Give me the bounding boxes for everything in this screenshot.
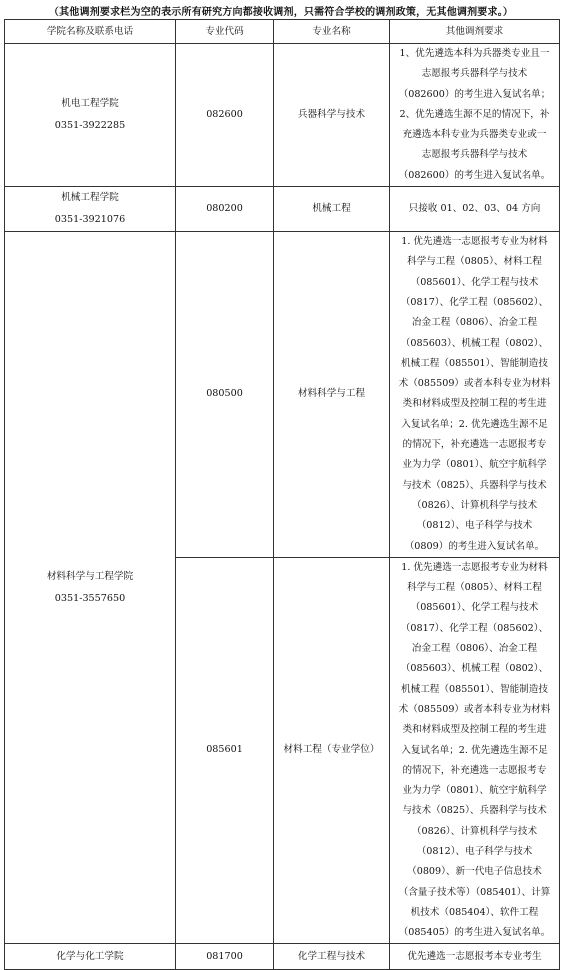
- remark-cell: 1. 优先遴选一志愿报考专业为材料科学与工程（0805）、材料工程（085601）、化学工程与技术（0817）、化学工程（085602）、冶金工程（0806）、冶金工程（085603）、机械工程（0802）、机械工程（085501）、智能制造技术（085509）或者本科专业为材料类和材料成型及控制工程的考生进入复试名单；2. 优先遴选生源不足的情况下，补充遴选一志愿报考专业为力学（0801）、航空宇航科学与技术（0825）、兵器科学与技术（0826）、计算机科学与技术（0812）、电子科学与技术（0809）的考生进入复试名单。: [390, 232, 560, 558]
- major-name: 材料工程（专业学位）: [274, 557, 390, 944]
- remark-cell: 优先遴选一志愿报考本专业考生: [390, 944, 560, 970]
- school-name: 化学与化工学院: [5, 944, 176, 970]
- table-row: [5, 944, 560, 970]
- table-header-row: [5, 20, 560, 44]
- school-name: 机电工程学院: [61, 98, 119, 110]
- remark-cell: 1. 优先遴选一志愿报考专业为材料科学与工程（0805）、材料工程（085601）、化学工程与技术（0817）、化学工程（085602）、冶金工程（0806）、冶金工程（085603）、机械工程（0802）、机械工程（085501）、智能制造技术（085509）或者本科专业为材料类和材料成型及控制工程的考生进入复试名单；2. 优先遴选生源不足的情况下，补充遴选一志愿报考专业为力学（0801）、航空宇航科学与技术（0825）、兵器科学与技术（0826）、计算机科学与技术（0812）、电子科学与技术（0809）、新一代电子信息技术（含量子技术等）（085401）、计算机技术（085404）、软件工程（085405）的考生进入复试名单。: [390, 557, 560, 944]
- header-major: 专业名称: [274, 20, 390, 44]
- major-code: 080500: [176, 232, 274, 558]
- major-name: 机械工程: [274, 187, 390, 232]
- major-name: 兵器科学与技术: [274, 44, 390, 187]
- school-phone: 0351-3921076: [54, 214, 126, 226]
- school-phone: 0351-3922285: [54, 120, 126, 132]
- header-code: 专业代码: [176, 20, 274, 44]
- school-name: 机械工程学院: [61, 192, 119, 204]
- school-phone: 0351-3557650: [54, 592, 126, 604]
- table-row: [5, 232, 560, 558]
- remark-cell: 只接收 01、02、03、04 方向: [390, 187, 560, 232]
- table-note: （其他调剂要求栏为空的表示所有研究方向都接收调剂，只需符合学校的调剂政策，无其他调剂要求。）: [48, 7, 514, 18]
- major-code: 080200: [176, 187, 274, 232]
- school-cell: [5, 187, 176, 232]
- remark-cell: 1、优先遴选本科为兵器类专业且一志愿报考兵器科学与技术（082600）的考生进入复试名单；2、优先遴选生源不足的情况下，补充遴选本科专业为兵器类专业或一志愿报考兵器科学与技术（082600）的考生进入复试名单。: [390, 44, 560, 187]
- school-name: 材料科学与工程学院: [46, 570, 134, 582]
- table-row: [5, 44, 560, 187]
- adjustment-table: [4, 19, 560, 970]
- table-row: [5, 187, 560, 232]
- major-code: 085601: [176, 557, 274, 944]
- header-remark: 其他调剂要求: [390, 20, 560, 44]
- major-name: 化学工程与技术: [274, 944, 390, 970]
- major-code: 082600: [176, 44, 274, 187]
- major-name: 材料科学与工程: [274, 232, 390, 558]
- school-cell: [5, 44, 176, 187]
- header-school: 学院名称及联系电话: [5, 20, 176, 44]
- school-cell: [5, 232, 176, 944]
- major-code: 081700: [176, 944, 274, 970]
